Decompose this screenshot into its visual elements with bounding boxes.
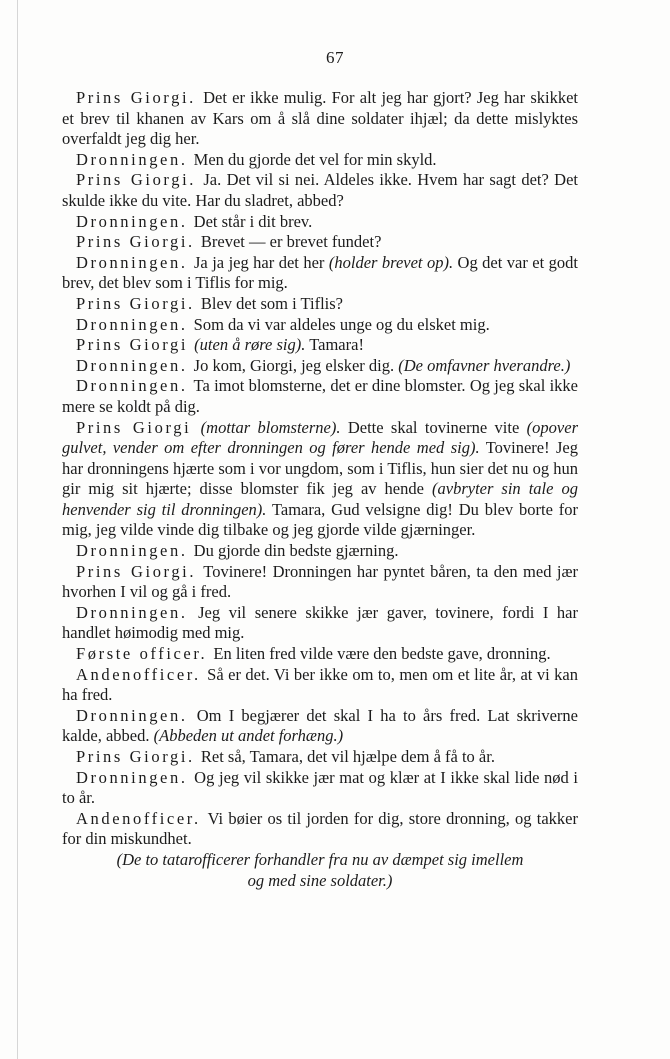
dialogue-line: Som da vi var aldeles unge og du elsket mig.: [189, 314, 490, 334]
dialogue-line: Tamara!: [305, 335, 364, 355]
dialogue-line: Ta imot blomsterne, det er dine blomster. Og jeg skal ikke mere se koldt på dig.: [62, 376, 578, 416]
dialogue-line: Om I begjærer det skal I ha to års fred. Lat skriverne kalde, abbed.: [62, 705, 578, 746]
speaker-name: Prins Giorgi.: [76, 747, 195, 766]
speech-paragraph: [62, 88, 578, 150]
speech-paragraph: [62, 315, 578, 336]
dialogue-line: En liten fred vilde være den bedste gave, dronning.: [209, 644, 551, 664]
speech-paragraph: [62, 253, 578, 294]
dialogue-line: Men du gjorde det vel for min skyld.: [189, 149, 437, 169]
stage-direction: (Abbeden ut andet forhæng.): [153, 726, 344, 746]
dialogue-line: Det står i dit brev.: [189, 211, 313, 231]
stage-direction: (mottar blomsterne).: [200, 417, 341, 437]
speaker-name: Prins Giorgi: [76, 335, 189, 355]
dialogue-line: Jo kom, Giorgi, jeg elsker dig.: [189, 355, 399, 375]
dialogue-line: Tovinere! Dronningen har pyntet båren, ta den med jær hvorhen I vil og gå i fred.: [62, 561, 579, 602]
dialogue-line: Tamara, Gud velsigne dig! Du blev borte for mig, jeg vilde vinde dig tilbake og jeg gjorde vilde gjærninger.: [62, 499, 579, 540]
speech-paragraph: [62, 170, 578, 211]
speaker-name: Prins Giorgi: [76, 417, 192, 437]
speaker-name: Dronningen.: [76, 767, 188, 787]
speech-paragraph: [62, 294, 578, 315]
page-edge-line: [17, 0, 18, 1059]
dialogue-line: Tovinere! Jeg har dronningens hjærte som i vor ungdom, som i Tiflis, hun sier det nu og hun gir mig sit hjærte; disse blomster fik jeg av hende: [62, 438, 578, 499]
speech-paragraph: [62, 562, 578, 603]
stage-direction: (uten å røre sig).: [194, 335, 306, 355]
speech-paragraph: [62, 335, 578, 356]
dialogue-line: [193, 418, 200, 437]
closing-stage-direction: [62, 850, 578, 891]
speaker-name: Prins Giorgi.: [76, 293, 195, 313]
speech-paragraph: [62, 809, 578, 850]
dialogue-line: Vi bøier os til jorden for dig, store dronning, og takker for din miskundhet.: [62, 808, 578, 849]
dialogue-line: Dette skal tovinerne vite: [340, 417, 527, 437]
dialogue-line: Og det var et godt brev, det blev som i Tiflis for mig.: [62, 252, 579, 293]
speech-paragraph: [62, 150, 578, 171]
dialogue-line: Ret så, Tamara, det vil hjælpe dem å få to år.: [196, 747, 495, 766]
dialogue-text: [62, 88, 578, 891]
dialogue-line: Ja ja jeg har det her: [189, 252, 329, 272]
speaker-name: Dronningen.: [76, 149, 188, 169]
speaker-name: Dronningen.: [76, 211, 188, 231]
speaker-name: Dronningen.: [76, 376, 188, 396]
page-number: 67: [326, 48, 344, 67]
closing-line: og med sine soldater.): [247, 870, 393, 890]
speaker-name: Dronningen.: [76, 602, 188, 622]
speech-list: [62, 88, 578, 850]
speaker-name: Andenofficer.: [76, 664, 201, 684]
dialogue-line: Du gjorde din bedste gjærning.: [189, 541, 399, 561]
speaker-name: Dronningen.: [76, 705, 188, 725]
speaker-name: Dronningen.: [76, 355, 188, 375]
speech-paragraph: [62, 768, 578, 809]
closing-line: (De to tatarofficerer forhandler fra nu av dæmpet sig imellem: [116, 849, 524, 869]
speech-paragraph: [62, 747, 578, 768]
speaker-name: Prins Giorgi.: [76, 170, 196, 190]
speech-paragraph: [62, 376, 578, 417]
speaker-name: Dronningen.: [76, 541, 188, 561]
dialogue-line: Og jeg vil skikke jær mat og klær at I ikke skal lide nød i to år.: [62, 767, 578, 808]
dialogue-line: Det er ikke mulig. For alt jeg har gjort? Jeg har skikket et brev til khanen av Kars om å slå dine soldater ihjæl; da dette mislyktes overfaldt jeg dig her.: [62, 88, 578, 149]
speech-paragraph: [62, 418, 578, 542]
speech-paragraph: [62, 232, 578, 253]
speaker-name: Dronningen.: [76, 314, 188, 334]
speech-paragraph: [62, 706, 578, 747]
dialogue-line: Jeg vil senere skikke jær gaver, tovinere, fordi I har handlet høimodig med mig.: [62, 602, 578, 643]
speaker-name: Dronningen.: [76, 252, 188, 272]
speaker-name: Første officer.: [76, 644, 208, 664]
speech-paragraph: [62, 541, 578, 562]
stage-direction: (holder brevet op).: [328, 252, 454, 272]
speaker-name: Prins Giorgi.: [76, 561, 197, 581]
speech-paragraph: [62, 356, 578, 377]
speaker-name: Andenofficer.: [76, 808, 201, 828]
speaker-name: Prins Giorgi.: [76, 88, 196, 107]
speech-paragraph: [62, 644, 578, 665]
dialogue-line: Så er det. Vi ber ikke om to, men om et lite år, at vi kan ha fred.: [62, 664, 578, 705]
dialogue-line: Brevet — er brevet fundet?: [196, 232, 382, 252]
speech-paragraph: [62, 665, 578, 706]
stage-direction: (opover gulvet, vender om efter dronningen og fører hende med sig).: [62, 417, 578, 458]
dialogue-line: Ja. Det vil si nei. Aldeles ikke. Hvem har sagt det? Det skulde ikke du vite. Har du sladret, abbed?: [62, 170, 578, 210]
stage-direction: (avbryter sin tale og henvender sig til dronningen).: [62, 479, 579, 519]
speech-paragraph: [62, 212, 578, 233]
stage-direction: (De omfavner hverandre.): [398, 355, 571, 375]
speaker-name: Prins Giorgi.: [76, 232, 195, 252]
dialogue-line: Blev det som i Tiflis?: [196, 293, 343, 313]
speech-paragraph: [62, 603, 578, 644]
